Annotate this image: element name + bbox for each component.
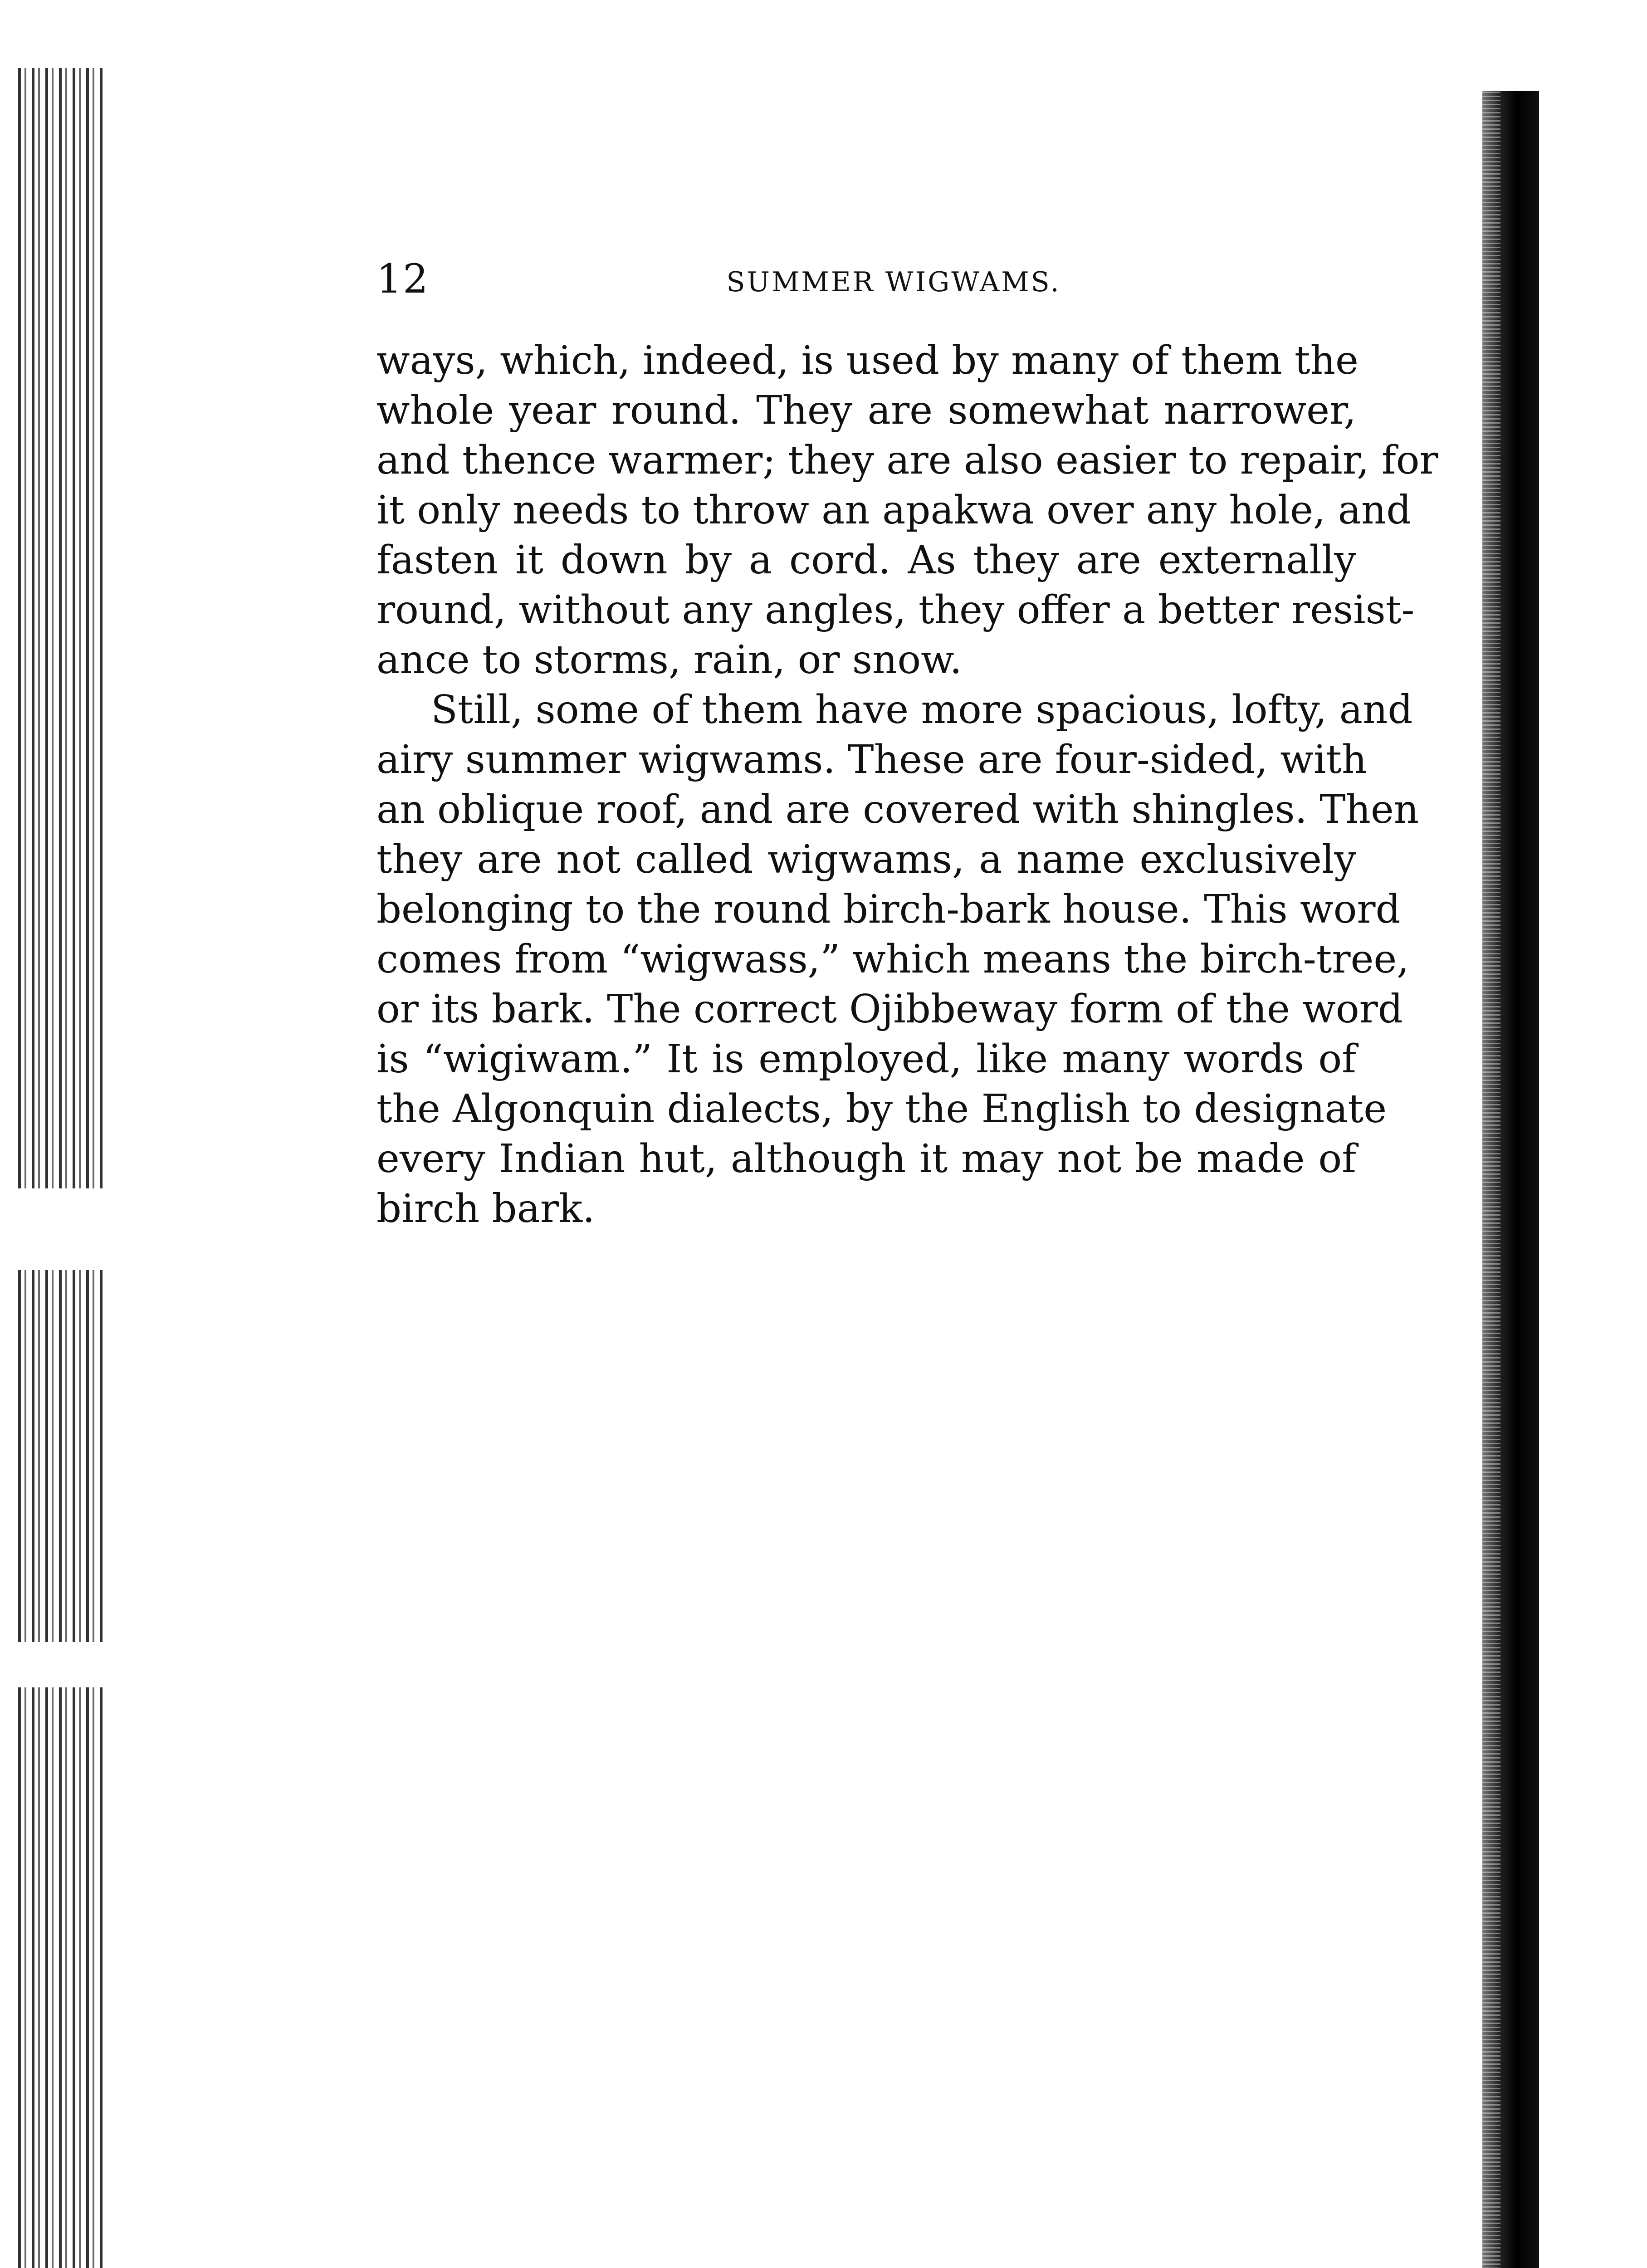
text-line: they are not called wigwams, a name exclusively xyxy=(376,837,1356,882)
paragraph-2 xyxy=(376,685,1419,1234)
text-line: fasten it down by a cord. As they are externally xyxy=(376,538,1356,583)
text-line: Still, some of them have more spacious, lofty, and xyxy=(431,687,1413,733)
text-line: belonging to the round birch-bark house. This word xyxy=(376,887,1401,932)
text-line: and thence warmer; they are also easier to repair, for xyxy=(376,438,1438,483)
text-line: ance to storms, rain, or snow. xyxy=(376,637,962,683)
paragraph-1 xyxy=(376,336,1438,685)
binding-edge-left xyxy=(18,68,104,2268)
text-line: birch bark. xyxy=(376,1186,595,1232)
text-line: every Indian hut, although it may not be made of xyxy=(376,1136,1356,1182)
text-line: is “wigiwam.” It is employed, like many words of xyxy=(376,1036,1356,1082)
running-head xyxy=(376,245,1356,318)
running-title: SUMMER WIGWAMS. xyxy=(726,266,1061,298)
text-line: an oblique roof, and are covered with shingles. Then xyxy=(376,787,1419,832)
text-line: the Algonquin dialects, by the English to designate xyxy=(376,1086,1387,1132)
text-line: whole year round. They are somewhat narrower, xyxy=(376,388,1356,433)
text-line: it only needs to throw an apakwa over any hole, and xyxy=(376,488,1412,533)
text-line: or its bark. The correct Ojibbeway form of the word xyxy=(376,987,1403,1032)
text-line: round, without any angles, they offer a better resist- xyxy=(376,587,1415,633)
text-line: comes from “wigwass,” which means the birch-tree, xyxy=(376,937,1409,982)
body-text xyxy=(376,336,1438,1234)
page-number: 12 xyxy=(376,255,429,302)
text-line: ways, which, indeed, is used by many of them the xyxy=(376,338,1359,383)
text-line: airy summer wigwams. These are four-sided, with xyxy=(376,737,1367,782)
